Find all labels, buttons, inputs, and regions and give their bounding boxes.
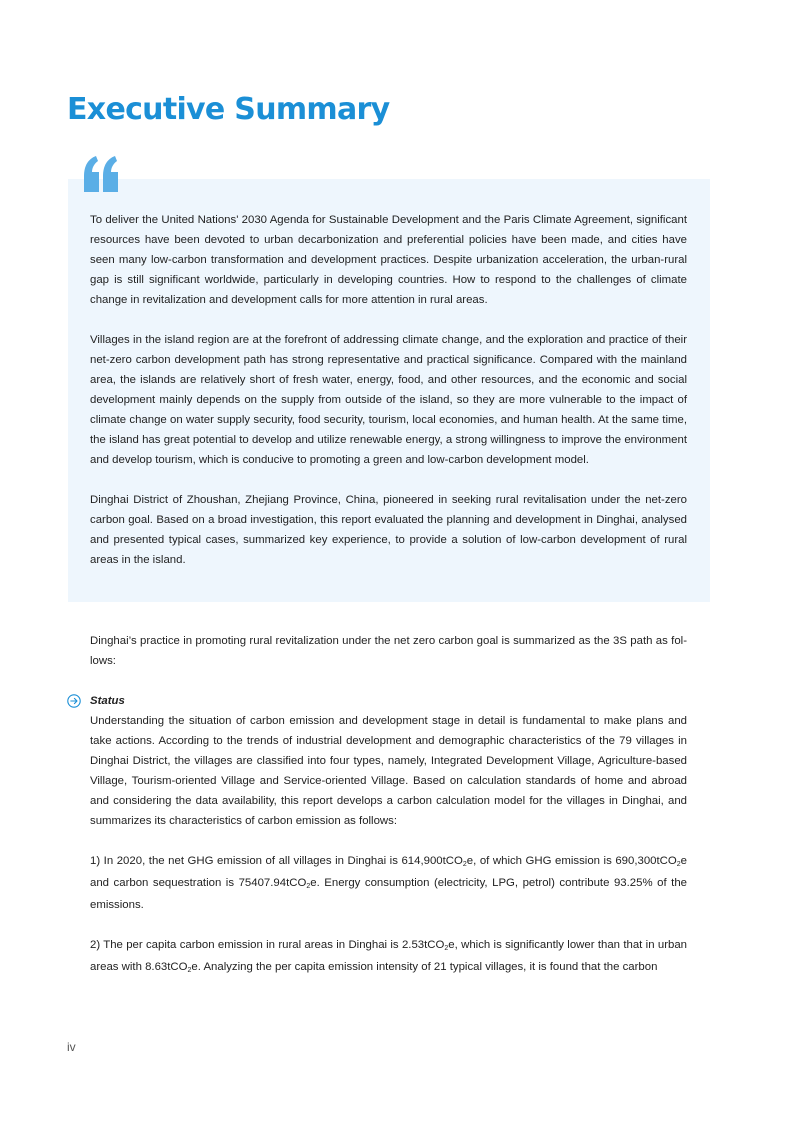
summary-paragraph: Villages in the island region are at the forefront of addressing climate change, and the exploration and practice of their net-zero carbon development path has strong representative and practical significance. Compared with the mainland area, the islands are relatively short of fresh water, energy, food, and other resources, and the economic and social development mainly depends on the supply from outside of the island, so they are more vulnerable to the impact of climate change on water supply security, food security, tourism, local economies, and human health. At the same time, the island has great potential to develop and utilize renewable energy, a strong willingness to improve the environment and develop tourism, which is conducive to promoting a green and low-carbon development model. — [90, 334, 687, 466]
summary-paragraph: To deliver the United Nations' 2030 Agenda for Sustainable Development and the Paris Climate Agreement, significant resources have been devoted to urban decarbonization and preferential policies have been made, and cities have seen many low-carbon transformation and development practices. Despite urbanization acceleration, the urban-rural gap is still significant worldwide, particularly in developing countries. How to respond to the challenges of climate change in revitalization and development calls for more attention in rural areas. — [90, 214, 687, 306]
point2-text-3: e. Analyzing the per capita emission intensity of 21 typical villages, it is found that the carbon — [191, 961, 658, 973]
co2-subscript: 2 — [306, 883, 311, 890]
status-paragraph: Understanding the situation of carbon emission and development stage in detail is fundamental to make plans and take actions. According to the trends of industrial development and demographic characteristics of the 79 villages in Dinghai District, the villages are classified into four types, namely, Integrated Development Village, Agriculture-based Village, Tourism-oriented Village and Service-oriented Village. Based on calculation standards of home and abroad and considering the data availability, this report develops a carbon calculation model for the villages in Dinghai, and summarizes its characteristics of carbon emission as follows: — [90, 715, 687, 827]
co2-subscript: 2 — [462, 861, 467, 868]
status-section — [67, 691, 687, 999]
co2-subscript: 2 — [444, 945, 449, 952]
point2-text-2: e, which is significantly lower than that in urban areas with 8.63tCO — [90, 939, 687, 973]
page-number: iv — [67, 1040, 76, 1054]
summary-box — [68, 179, 710, 602]
quote-mark-icon — [82, 156, 120, 192]
point1-text-4: e. Energy consumption (electricity, LPG, petrol) contribute 93.25% of the emissions. — [90, 877, 687, 911]
status-point-2 — [90, 935, 687, 979]
page-title: Executive Summary — [67, 92, 390, 127]
summary-paragraph: Dinghai District of Zhoushan, Zhejiang Province, China, pioneered in seeking rural revitalisation under the net-zero carbon goal. Based on a broad investigation, this report evaluated the planning and development in Dinghai, analysed and presented typical cases, summarized key experience, to provide a solution of low-carbon development of rural areas in the island. — [90, 494, 687, 566]
status-heading — [67, 691, 687, 711]
circle-arrow-right-icon — [67, 694, 81, 708]
point2-text-1: 2) The per capita carbon emission in rural areas in Dinghai is 2.53tCO — [90, 939, 445, 951]
intro-paragraph: Dinghai’s practice in promoting rural revitalization under the net zero carbon goal is summarized as the 3S path as fol- lows: — [90, 635, 687, 667]
status-heading-text: Status — [90, 695, 125, 707]
status-point-1 — [90, 851, 687, 915]
point1-text-1: 1) In 2020, the net GHG emission of all villages in Dinghai is 614,900tCO — [90, 855, 463, 867]
point1-text-2: e, of which GHG emission is 690,300tCO — [466, 855, 677, 867]
co2-subscript: 2 — [187, 967, 192, 974]
co2-subscript: 2 — [676, 861, 681, 868]
point1-text-3: e and carbon sequestration is 75407.94tCO — [90, 855, 687, 889]
